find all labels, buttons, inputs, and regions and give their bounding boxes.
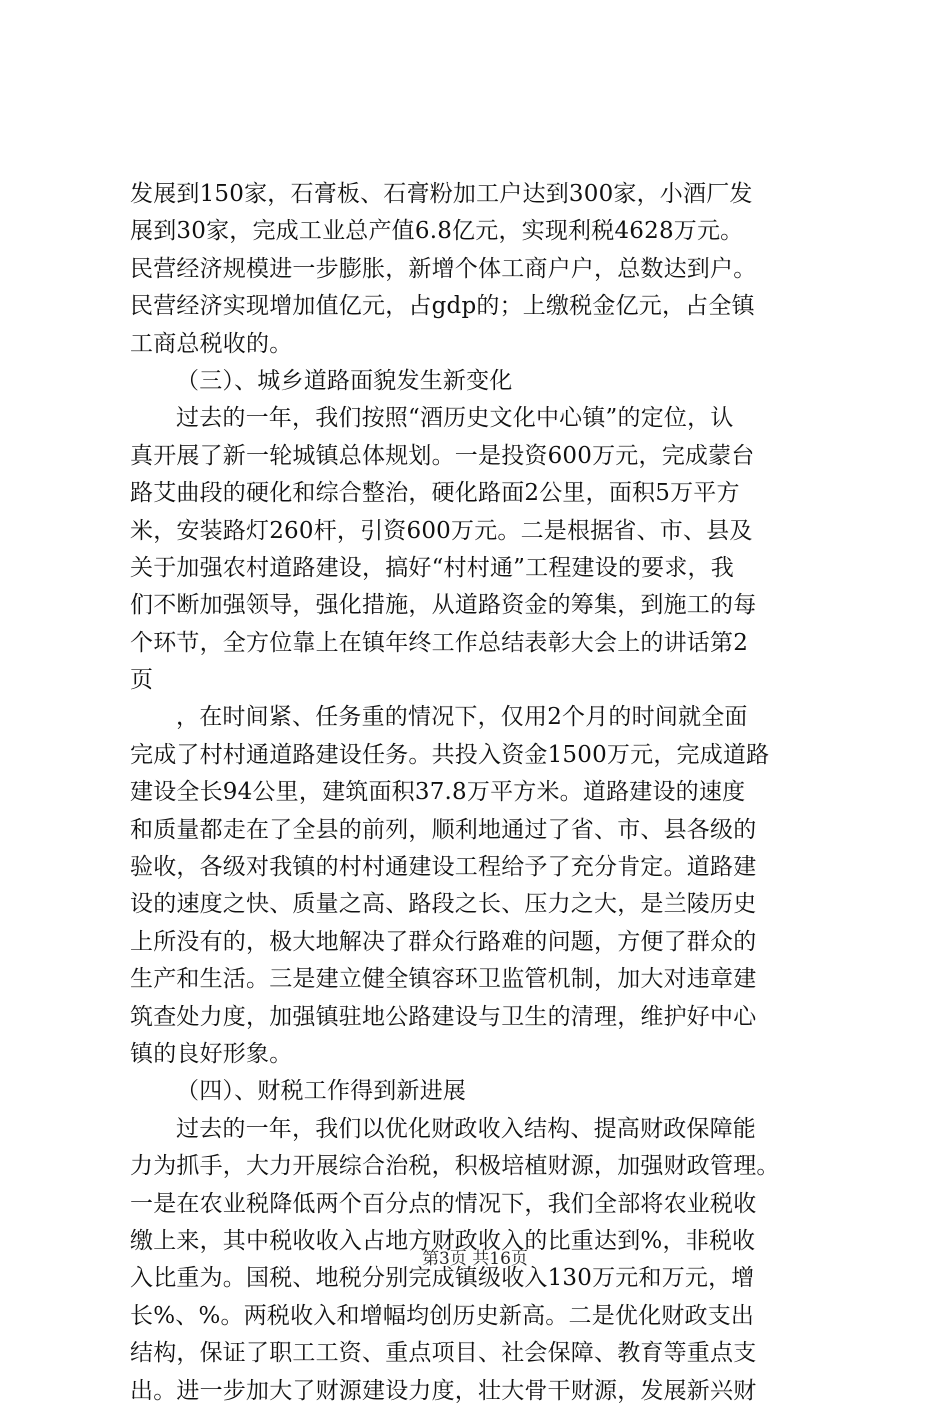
- text-line: 筑查处力度，加强镇驻地公路建设与卫生的清理，维护好中心: [130, 1003, 757, 1030]
- text-line: 工商总税收的。: [130, 330, 293, 357]
- text-line: 页: [130, 667, 154, 694]
- text-line: 民营经济规模进一步膨胀，新增个体工商户户，总数达到户。: [130, 255, 757, 282]
- text-line: 和质量都走在了全县的前列，顺利地通过了省、市、县各级的: [130, 816, 757, 843]
- text-line: 过去的一年，我们按照“酒历史文化中心镇”的定位，认: [176, 405, 734, 432]
- text-line: 建设全长94公里，建筑面积37.8万平方米。道路建设的速度: [130, 779, 746, 806]
- text-line: 完成了村村通道路建设任务。共投入资金1500万元，完成道路: [130, 741, 770, 768]
- text-line: 缴上来，其中税收收入占地方财政收入的比重达到%，非税收: [130, 1227, 756, 1254]
- text-line: 过去的一年，我们以优化财政收入结构、提高财政保障能: [176, 1115, 756, 1142]
- text-line: 入比重为。国税、地税分别完成镇级收入130万元和万元，增: [130, 1265, 755, 1292]
- text-line: 一是在农业税降低两个百分点的情况下，我们全部将农业税收: [130, 1190, 757, 1217]
- text-line: 设的速度之快、质量之高、路段之长、压力之大，是兰陵历史: [130, 891, 757, 918]
- text-line: 米，安装路灯260杆，引资600万元。二是根据省、市、县及: [130, 517, 753, 544]
- page-footer: 第3页 共16页: [422, 1249, 528, 1269]
- text-line: 结构，保证了职工工资、重点项目、社会保障、教育等重点支: [130, 1340, 757, 1367]
- text-line: 发展到150家，石膏板、石膏粉加工户达到300家，小酒厂发: [130, 181, 753, 207]
- text-line: 们不断加强领导，强化措施，从道路资金的筹集，到施工的每: [130, 592, 757, 619]
- text-line: 上所没有的，极大地解决了群众行路难的问题，方便了群众的: [130, 928, 757, 955]
- text-line: 个环节，全方位靠上在镇年终工作总结表彰大会上的讲话第2: [130, 629, 749, 656]
- text-line: 民营经济实现增加值亿元，占gdp的；上缴税金亿元，占全镇: [130, 293, 755, 320]
- text-line: 出。进一步加大了财源建设力度，壮大骨干财源，发展新兴财: [130, 1377, 757, 1404]
- text-line: 镇的良好形象。: [130, 1040, 293, 1067]
- section-heading: （四）、财税工作得到新进展: [176, 1078, 467, 1105]
- text-line: 关于加强农村道路建设，搞好“村村通”工程建设的要求，我: [130, 554, 734, 581]
- text-line: 力为抓手，大力开展综合治税，积极培植财源，加强财政管理。: [130, 1153, 780, 1180]
- body-text: [130, 176, 830, 1410]
- text-line: 生产和生活。三是建立健全镇容环卫监管机制，加大对违章建: [130, 966, 757, 993]
- text-line: 路艾曲段的硬化和综合整治，硬化路面2公里，面积5万平方: [130, 480, 740, 507]
- section-heading: （三）、城乡道路面貌发生新变化: [176, 367, 513, 394]
- text-line: 验收，各级对我镇的村村通建设工程给予了充分肯定。道路建: [130, 854, 757, 881]
- text-line: 真开展了新一轮城镇总体规划。一是投资600万元，完成蒙台: [130, 442, 755, 469]
- text-line: 展到30家，完成工业总产值6.8亿元，实现利税4628万元。: [130, 218, 744, 245]
- text-line: 长%、%。两税收入和增幅均创历史新高。二是优化财政支出: [130, 1302, 755, 1329]
- text-line: ，在时间紧、任务重的情况下，仅用2个月的时间就全面: [176, 704, 748, 731]
